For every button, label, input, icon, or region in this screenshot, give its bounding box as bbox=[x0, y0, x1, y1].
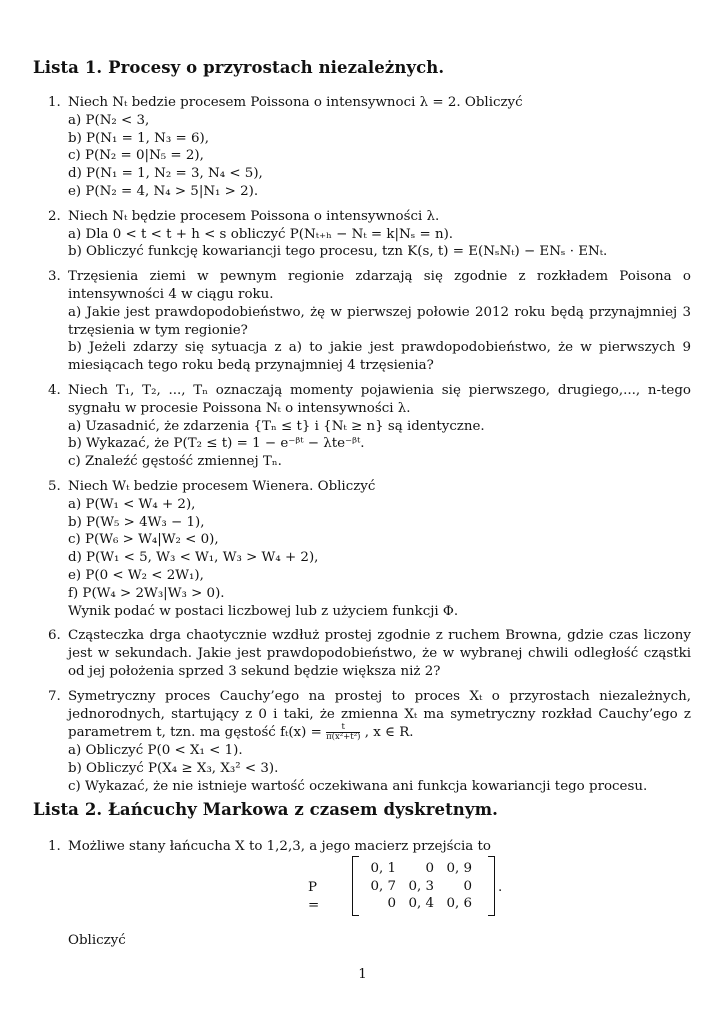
list-item: 1. Niech Nₜ bedzie procesem Poissona o intensywnoci λ = 2. Obliczyć a) P(N₂ < 3, b) P(N₁ = 1, N₃ = 6), c) P(N₂ = 0|N₅ = 2), d) P(N₁ = 1, N₂ = 3, N₄ < 5), e) P(N₂ = 4, N₄ > 5|N₁ > 2). bbox=[48, 95, 523, 199]
list-item: 4. Niech T₁, T₂, ..., Tₙ oznaczają momenty pojawienia się pierwszego, drugiego,..., n-tego sygnału w procesie Poissona Nₜ o intensywności λ. a) Uzasadnić, że zdarzenia {Tₙ ≤ t} i {Nₜ ≥ n} są identyczne. b) Wykazać, że P(T₂ ≤ t) = 1 − e⁻ᵝᵗ − λte⁻ᵝᵗ. c) Znaleźć gęstość zmiennej Tₙ. bbox=[48, 382, 691, 470]
left-bracket bbox=[352, 856, 359, 916]
list-item: 2. Niech Nₜ będzie procesem Poissona o intensywności λ. a) Dla 0 < t < t + h < s obliczyć P(Nₜ₊ₕ − Nₜ = k|Nₛ = n). b) Obliczyć funkcję kowariancji tego procesu, tzn K(s, t) = E(NₛNₜ) − ENₛ · ENₜ. bbox=[48, 208, 608, 260]
list-item: 1. Możliwe stany łańcucha X to 1,2,3, a jego macierz przejścia to P = 0, 1 0 0, 9 0, 7 0, 3 0 0 0, 4 0, 6 . Obliczyć bbox=[48, 839, 503, 948]
list-item: 3. Trzęsienia ziemi w pewnym regionie zdarzają się zgodnie z rozkładem Poisona o intensywności 4 w ciągu roku. a) Jakie jest prawdopodobieństwo, żę w pierwszej połowie 2012 roku będą przynajmniej 3 trzęsienia w tym regionie? b) Jeżeli zdarzy się sytuacja z a) to jakie jest prawdopodobieństwo, że w pierwszych 9 miesiącach tego roku bedą przynajmniej 4 trzęsienia? bbox=[48, 269, 691, 374]
list-item: 7. Symetryczny proces Cauchy’ego na prostej to proces Xₜ o przyrostach niezależnych, jednorodnych, startujący z 0 i taki, że zmienna Xₜ ma symetryczny rozkład Cauchy’ego z parametrem t, tzn. ma gęstość fₜ(x) = $\frac{t}{\text{π(x²+t²)}}$ , x ∈ R. a) Obliczyć P(0 < X₁ < 1). b) Obliczyć P(X₄ ≥ X₃, X₃² < 3). c) Wykazać, że nie istnieje wartość oczekiwana ani funkcja kowariancji tego procesu. bbox=[48, 688, 691, 794]
lista2-title: Lista 2. Łańcuchy Markowa z czasem dyskretnym. bbox=[33, 800, 498, 819]
lista2-list bbox=[33, 838, 691, 950]
density-fraction: $\frac{t}{\text{π(x²+t²)}}$ bbox=[326, 722, 361, 743]
list-item: 5. Niech Wₜ bedzie procesem Wienera. Obliczyć a) P(W₁ < W₄ + 2), b) P(W₅ > 4W₃ − 1), c) P(W₆ > W₄|W₂ < 0), d) P(W₁ < 5, W₃ < W₁, W₃ > W₄ + 2), e) P(0 < W₂ < 2W₁), f) P(W₄ > 2W₃|W₃ > 0). Wynik podać w postaci liczbowej lub z użyciem funkcji Φ. bbox=[48, 478, 459, 619]
lista1-title: Lista 1. Procesy o przyrostach niezależnych. bbox=[33, 58, 445, 77]
page-number: 1 bbox=[358, 967, 367, 982]
lista1-list bbox=[33, 94, 691, 796]
right-bracket bbox=[488, 856, 495, 916]
list-item: 6. Cząsteczka drga chaotycznie wzdłuż prostej zgodnie z ruchem Browna, gdzie czas liczony jest w sekundach. Jakie jest prawdopodobieństwo, że w wybranej chwili odległość cząstki od jej położenia sprzed 3 sekund będzie większa niż 2? bbox=[48, 628, 691, 679]
